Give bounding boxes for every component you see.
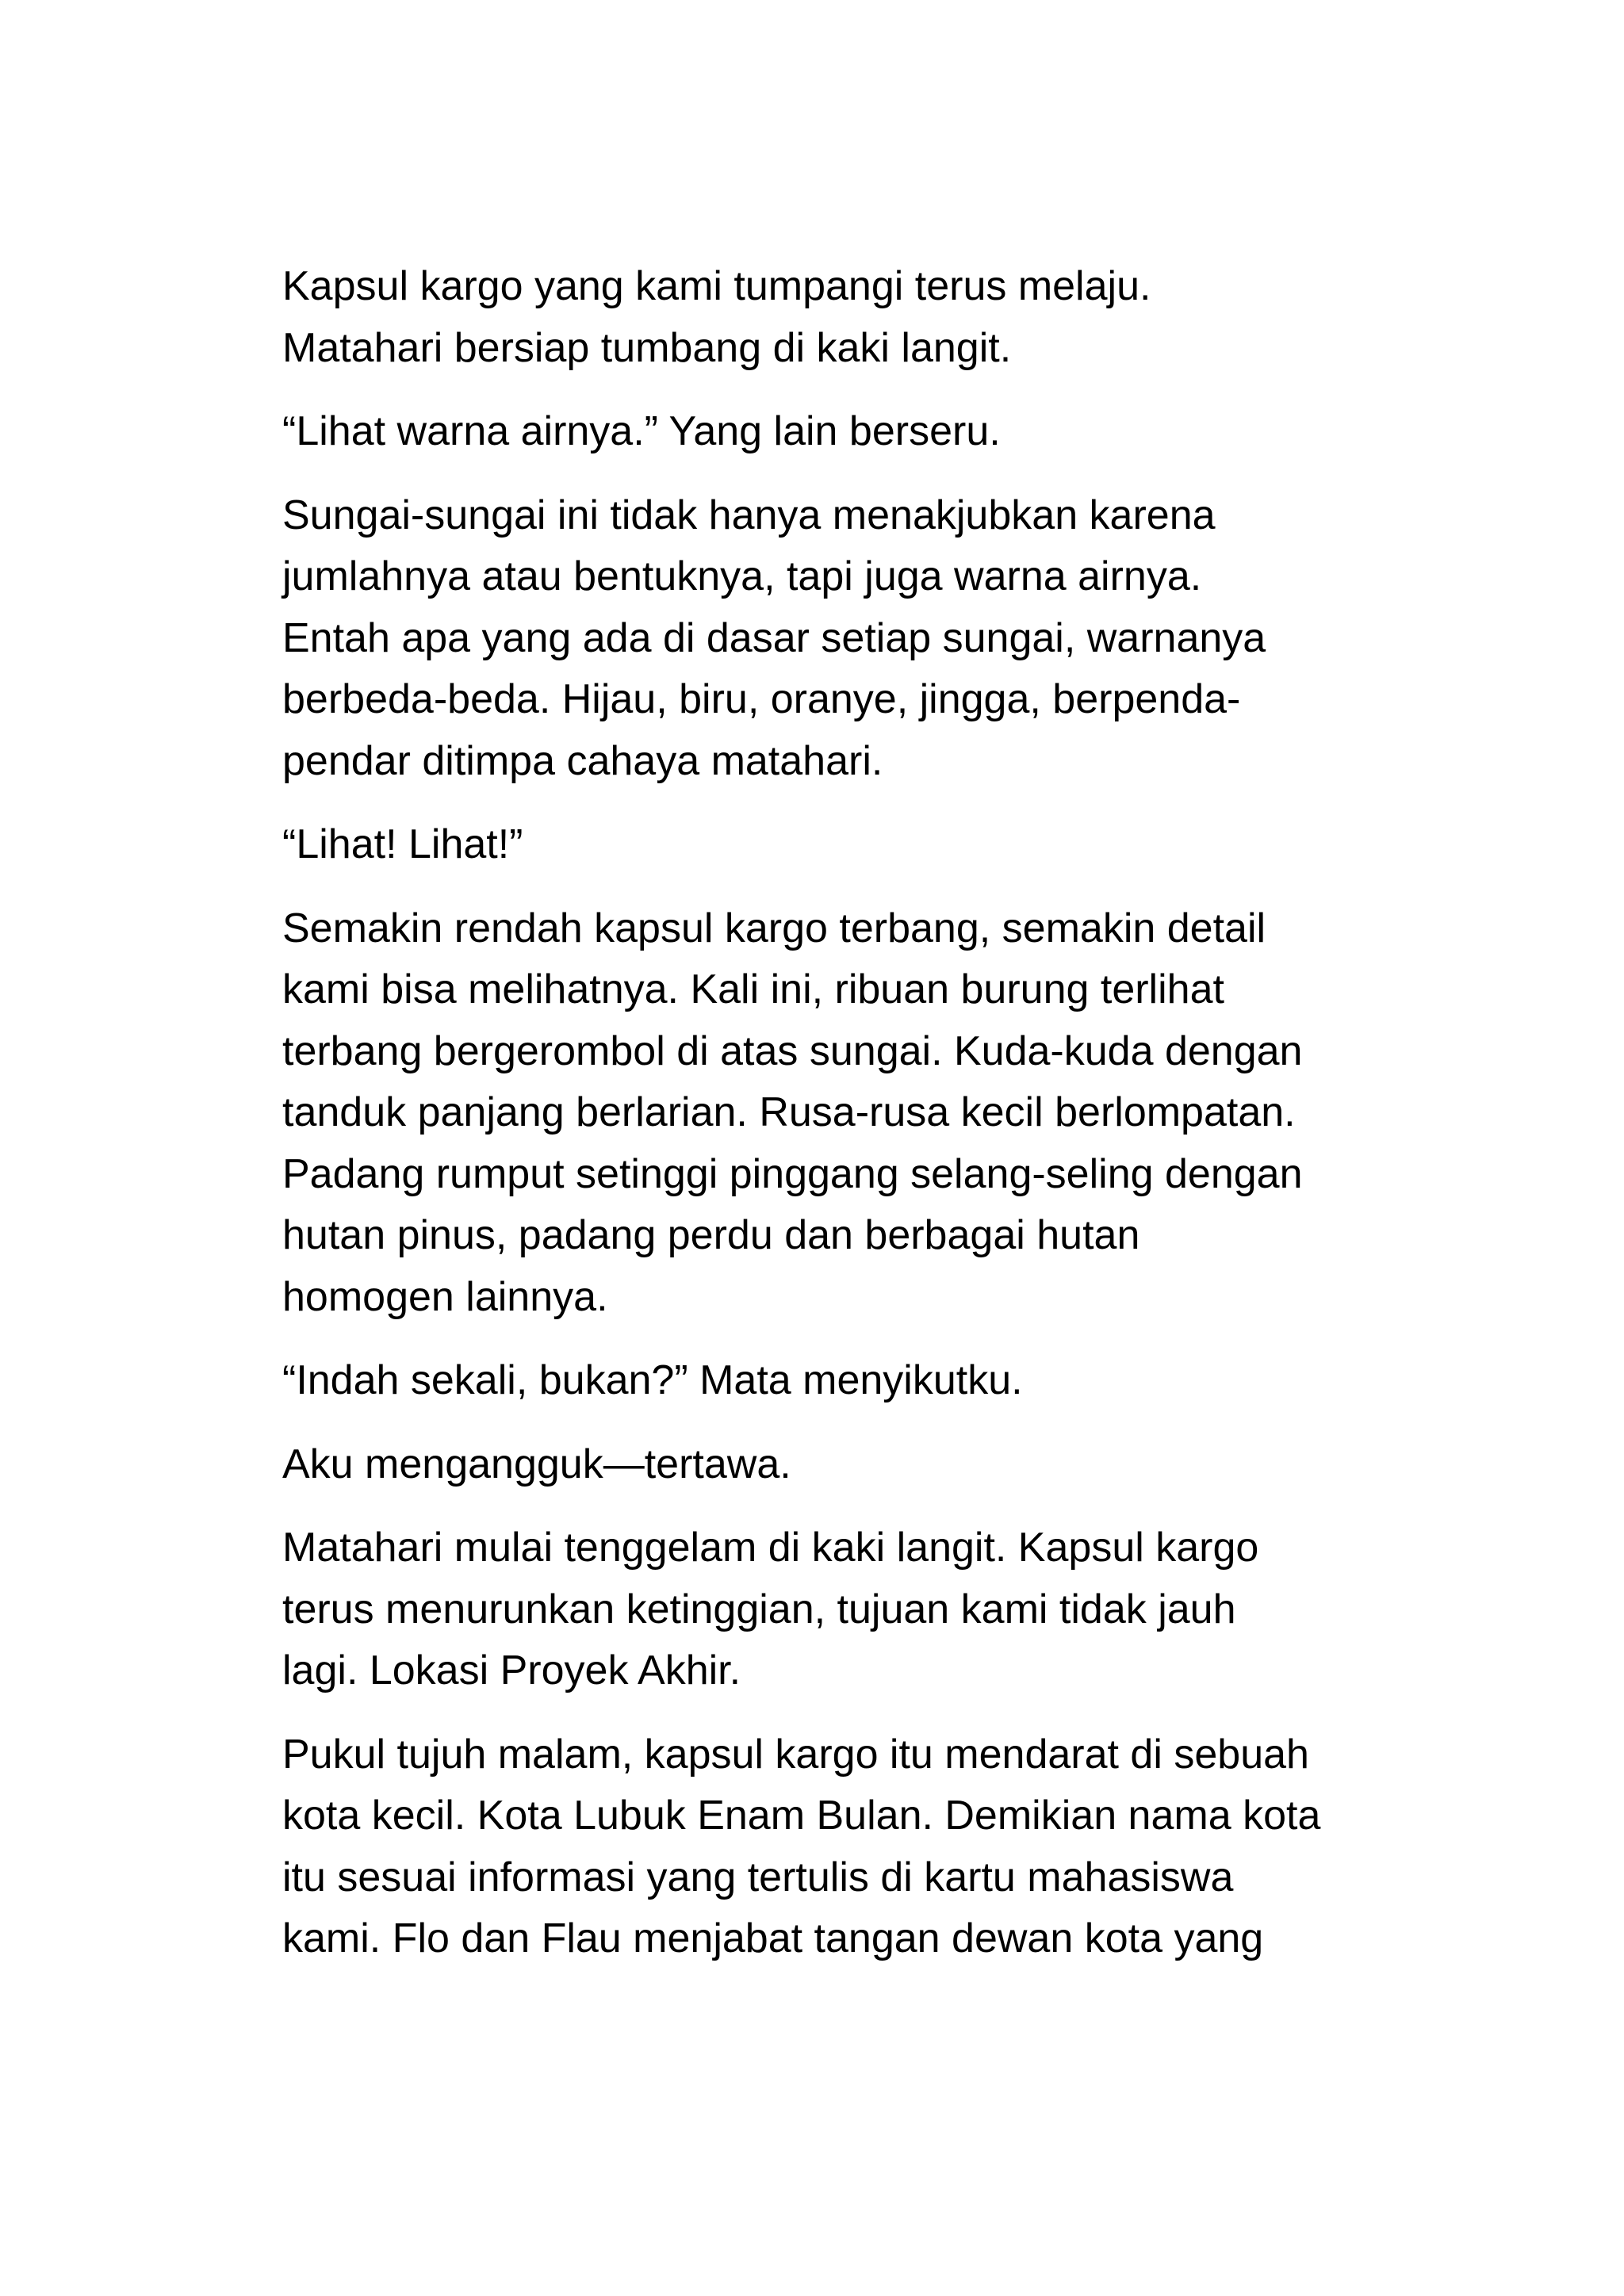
text-line: hutan pinus, padang perdu dan berbagai hutan [282, 1212, 1140, 1258]
text-line: lagi. Lokasi Proyek Akhir. [282, 1647, 741, 1693]
text-line: terus menurunkan ketinggian, tujuan kami tidak jauh [282, 1586, 1236, 1632]
text-line: Padang rumput setinggi pinggang selang-seling dengan [282, 1150, 1303, 1197]
text-line: kami. Flo dan Flau menjabat tangan dewan kota yang [282, 1915, 1264, 1961]
text-line: kami bisa melihatnya. Kali ini, ribuan burung terlihat [282, 966, 1224, 1012]
paragraph [282, 1434, 1432, 1496]
text-line: Pukul tujuh malam, kapsul kargo itu mendarat di sebuah [282, 1731, 1309, 1777]
paragraph [282, 898, 1432, 1329]
text-line: Sungai-sungai ini tidak hanya menakjubkan karena [282, 492, 1216, 538]
paragraph [282, 1517, 1432, 1702]
text-line: terbang bergerombol di atas sungai. Kuda-kuda dengan [282, 1027, 1303, 1074]
text-line: itu sesuai informasi yang tertulis di kartu mahasiswa [282, 1854, 1234, 1900]
paragraph [282, 1350, 1432, 1412]
text-line: “Indah sekali, bukan?” Mata menyikutku. [282, 1357, 1023, 1403]
text-line: tanduk panjang berlarian. Rusa-rusa kecil berlompatan. [282, 1089, 1296, 1135]
text-line: “Lihat! Lihat!” [282, 821, 523, 867]
paragraph [282, 401, 1432, 463]
text-line: berbeda-beda. Hijau, biru, oranye, jingga, berpenda- [282, 676, 1241, 722]
body-text [282, 256, 1432, 1992]
paragraph [282, 1724, 1432, 1970]
paragraph [282, 814, 1432, 876]
text-line: Matahari mulai tenggelam di kaki langit. Kapsul kargo [282, 1525, 1259, 1571]
text-line: homogen lainnya. [282, 1273, 608, 1320]
text-line: “Lihat warna airnya.” Yang lain berseru. [282, 408, 1001, 454]
text-line: Aku mengangguk—tertawa. [282, 1441, 791, 1487]
paragraph [282, 485, 1432, 793]
text-line: jumlahnya atau bentuknya, tapi juga warna airnya. [282, 553, 1202, 599]
paragraph [282, 256, 1432, 379]
text-line: kota kecil. Kota Lubuk Enam Bulan. Demikian nama kota [282, 1793, 1321, 1839]
text-line: Entah apa yang ada di dasar setiap sungai, warnanya [282, 614, 1266, 661]
text-line: Matahari bersiap tumbang di kaki langit. [282, 324, 1012, 371]
text-line: Kapsul kargo yang kami tumpangi terus melaju. [282, 263, 1151, 309]
text-line: pendar ditimpa cahaya matahari. [282, 737, 883, 784]
text-line: Semakin rendah kapsul kargo terbang, semakin detail [282, 905, 1266, 951]
